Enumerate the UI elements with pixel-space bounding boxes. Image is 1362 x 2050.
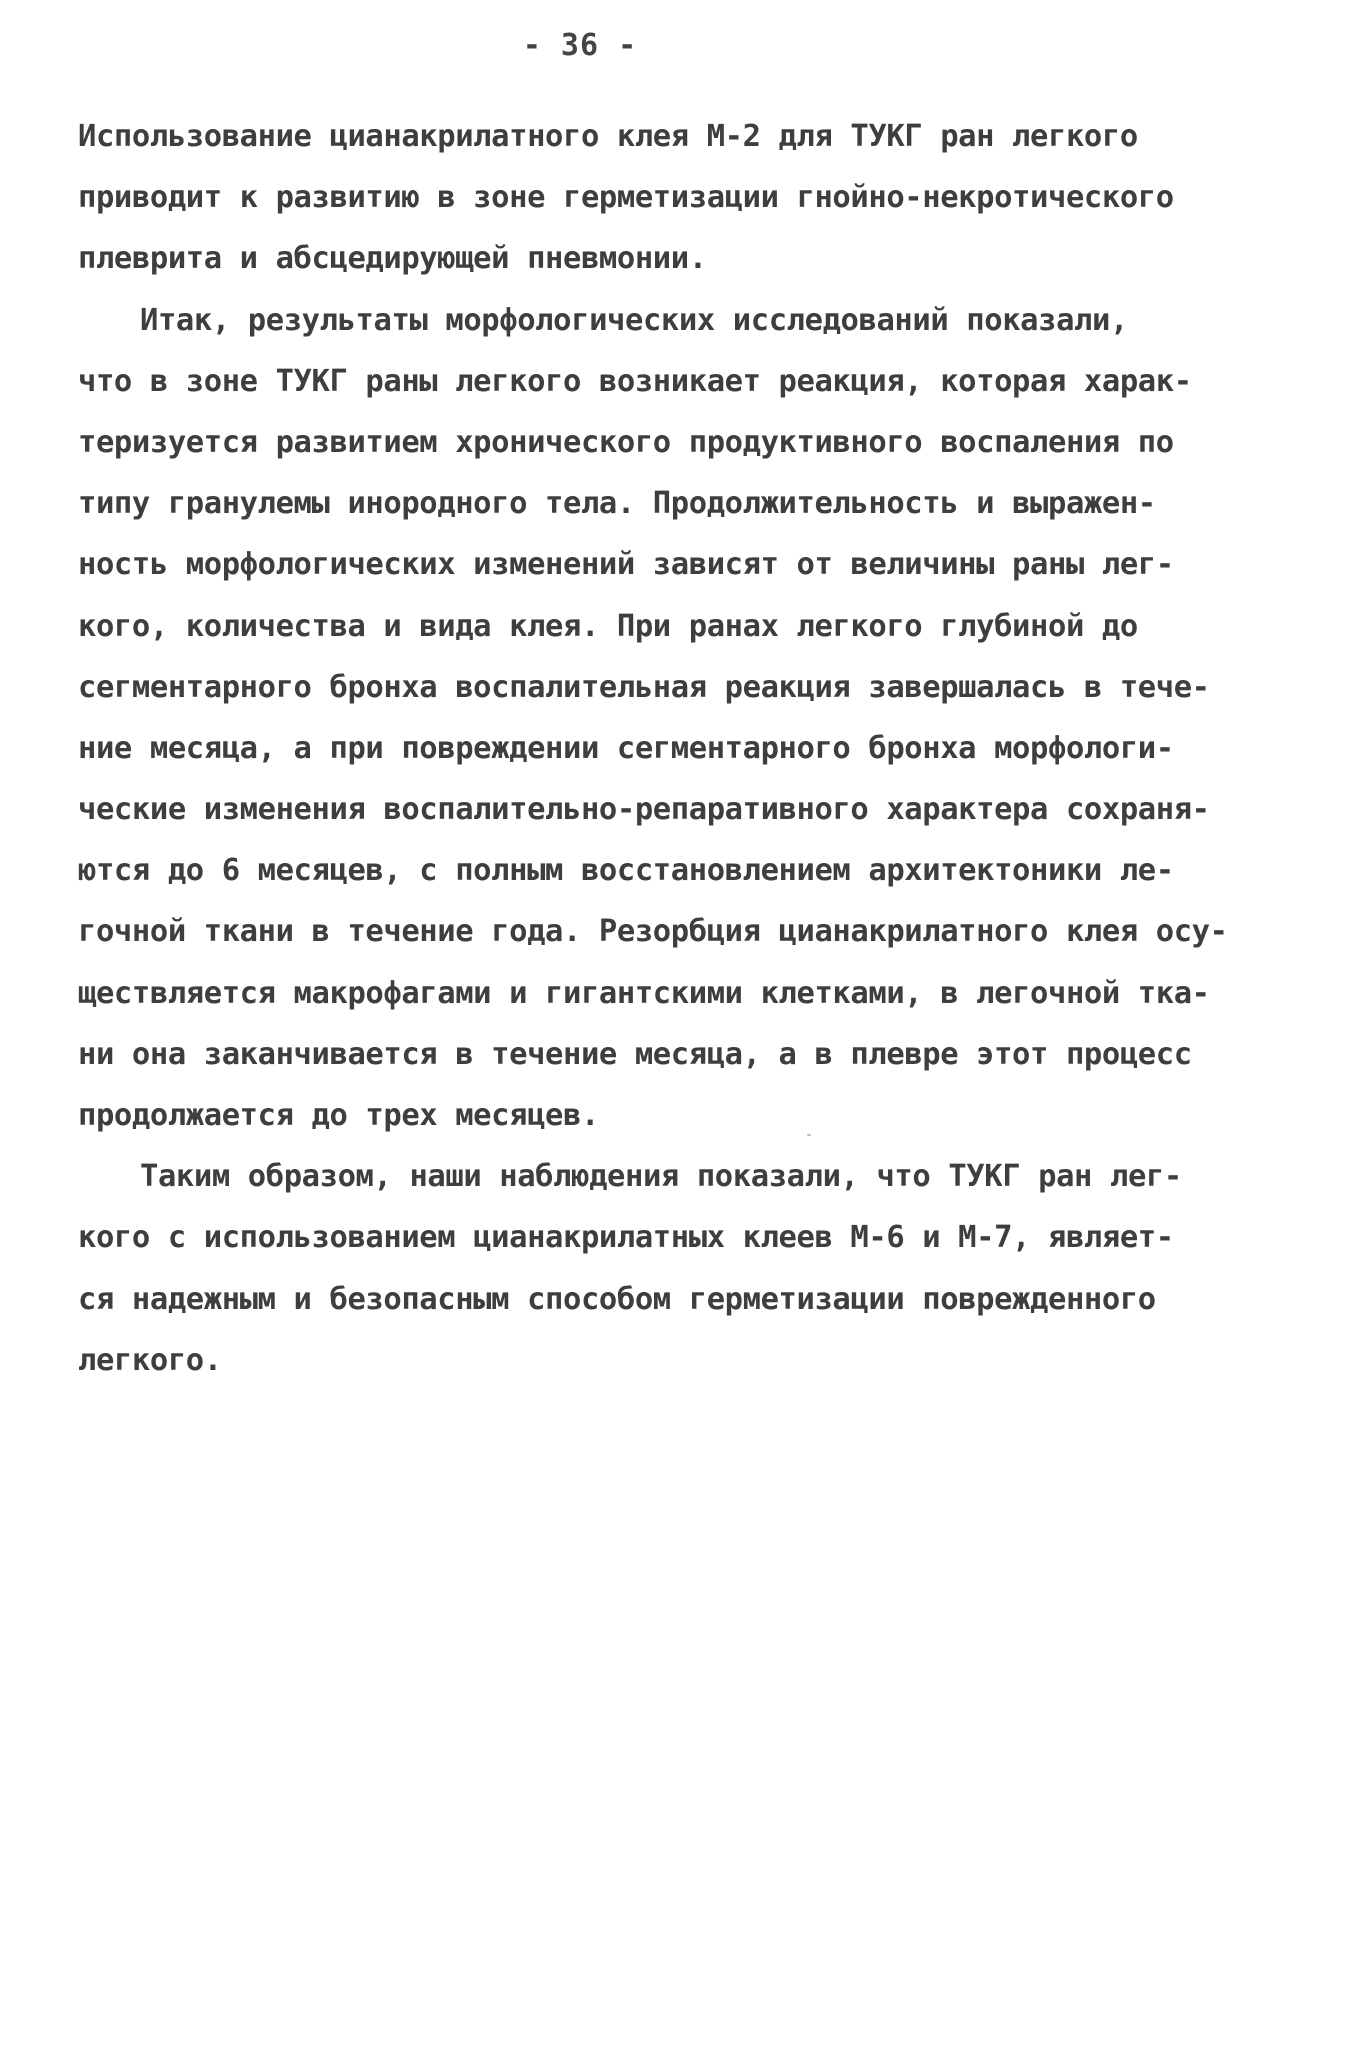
text-line: ществляется макрофагами и гигантскими клетками, в легочной тка-	[78, 975, 1210, 1011]
text-line: теризуется развитием хронического продуктивного воспаления по	[78, 424, 1174, 460]
text-line: приводит к развитию в зоне герметизации гнойно-некротического	[78, 180, 1174, 216]
text-line: кого с использованием цианакрилатных клеев М-6 и М-7, являет-	[78, 1220, 1174, 1256]
text-line: легкого.	[78, 1342, 222, 1378]
text-line: ность морфологических изменений зависят от величины раны лег-	[78, 547, 1174, 583]
text-line: что в зоне ТУКГ раны легкого возникает реакция, которая харак-	[78, 363, 1192, 399]
text-line: ние месяца, а при повреждении сегментарного бронха морфологи-	[78, 730, 1174, 766]
text-line: плеврита и абсцедирующей пневмонии.	[78, 241, 707, 277]
paragraph-2	[78, 290, 1278, 1147]
text-line: сегментарного бронха воспалительная реакция завершалась в тече-	[78, 669, 1210, 705]
text-line: ни она заканчивается в течение месяца, а в плевре этот процесс	[78, 1036, 1192, 1072]
scan-speck	[807, 1134, 811, 1136]
paragraph-3	[78, 1146, 1278, 1391]
paragraph-1	[78, 106, 1278, 290]
text-line: ются до 6 месяцев, с полным восстановлением архитектоники ле-	[78, 853, 1174, 889]
page-number: - 36 -	[522, 28, 638, 63]
text-line: ся надежным и безопасным способом герметизации поврежденного	[78, 1281, 1156, 1317]
text-line: Использование цианакрилатного клея М-2 для ТУКГ ран легкого	[78, 119, 1138, 154]
text-line: типу гранулемы инородного тела. Продолжительность и выражен-	[78, 486, 1156, 522]
text-line: Таким образом, наши наблюдения показали, что ТУКГ ран лег-	[140, 1159, 1182, 1195]
text-line: продолжается до трех месяцев.	[78, 1098, 599, 1133]
text-line: гочной ткани в течение года. Резорбция цианакрилатного клея осу-	[78, 914, 1228, 950]
text-line: Итак, результаты морфологических исследований показали,	[140, 302, 1128, 338]
body-text	[78, 106, 1278, 1391]
text-line: ческие изменения воспалительно-репаративного характера сохраня-	[78, 792, 1210, 828]
text-line: кого, количества и вида клея. При ранах легкого глубиной до	[78, 608, 1138, 644]
